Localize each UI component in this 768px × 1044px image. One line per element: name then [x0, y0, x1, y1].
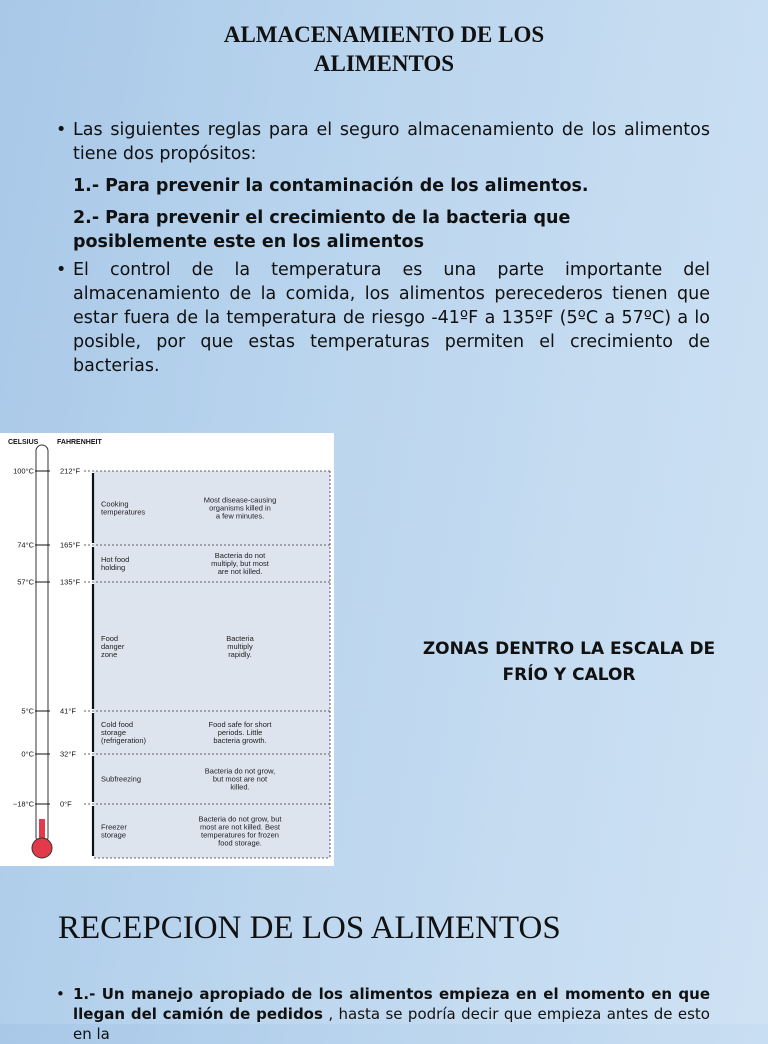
zone-description-line: organisms killed in [209, 503, 271, 513]
bullet-reception [56, 984, 710, 1044]
zone-description-line: Bacteria do not grow, [204, 766, 276, 776]
reception-bold-text: 1.- Un manejo apropiado de los alimentos empieza en el momento en que llegan del camión de pedidos [73, 985, 710, 1023]
bullet-temperature-control [56, 258, 710, 378]
bullet-dot: • [56, 260, 67, 280]
zone-description-line: food storage. [218, 838, 262, 848]
zone-name-line: temperatures [101, 507, 146, 517]
slide-title-line-2: ALIMENTOS [313, 51, 455, 76]
zone-name-line: Food [101, 634, 119, 643]
zone-description-line: a few minutes. [215, 511, 265, 521]
fahrenheit-header: FAHRENHEIT [57, 439, 102, 446]
slide-title [0, 20, 768, 78]
zone-description-line: are not killed. [217, 567, 263, 576]
thermometer-bulb [32, 838, 52, 858]
reception-rest-text: , hasta se podría decir que empieza antes de esto en la [73, 1005, 710, 1043]
zone-name-line: danger [101, 642, 125, 651]
zone-description-line: periods. Little [217, 728, 263, 737]
zone-name-line: holding [101, 563, 126, 572]
thermometer-tube [36, 445, 48, 843]
rule-bacteria-growth: 2.- Para prevenir el crecimiento de la bacteria que posiblemente este en los alimentos [73, 208, 571, 252]
zone-name-line: Freezer [101, 822, 127, 832]
zone-name-line: Cooking [101, 499, 129, 509]
zone-name-line: Subfreezing [101, 774, 142, 784]
zone-description-line: temperatures for frozen [201, 830, 279, 840]
zone-name-line: zone [101, 650, 118, 659]
bullet-purposes [56, 118, 710, 166]
reception-body [56, 984, 710, 1044]
celsius-header: CELSIUS [8, 439, 39, 446]
celsius-tick-label: 57°C [17, 577, 34, 587]
fahrenheit-tick-label: 41°F [60, 706, 76, 716]
zone-description-line: bacteria growth. [213, 736, 267, 745]
slide-title-line-1: ALMACENAMIENTO DE LOS [223, 22, 545, 47]
zone-description-line: but most are not [212, 774, 268, 784]
zone-name-line: (refrigeration) [101, 736, 147, 745]
thermometer-diagram [0, 433, 334, 866]
zone-description-line: multiply [227, 642, 253, 651]
zone-description-line: multiply, but most [211, 559, 269, 568]
zones-caption-line-1: ZONAS DENTRO LA ESCALA DE [422, 639, 716, 659]
celsius-tick-label: −18°C [12, 799, 34, 809]
zone-description-line: Bacteria do not grow, but [198, 814, 282, 824]
celsius-tick-label: 74°C [17, 540, 34, 550]
temperature-zones-figure [0, 433, 334, 866]
slide-body [56, 118, 710, 378]
rule-contamination: 1.- Para prevenir la contaminación de los alimentos. [73, 176, 589, 196]
zones-caption-line-2: FRÍO Y CALOR [502, 665, 636, 685]
bullet-dot: • [56, 120, 67, 140]
fahrenheit-tick-label: 0°F [60, 799, 72, 809]
zone-name-line: storage [101, 728, 127, 737]
fahrenheit-tick-label: 32°F [60, 749, 76, 759]
zone-description-line: killed. [230, 782, 250, 792]
zone-band [94, 582, 330, 711]
bullet-reception-content [56, 984, 710, 1044]
zone-description-line: most are not killed. Best [199, 822, 281, 832]
zone-description-line: Bacteria do not [214, 551, 266, 560]
zone-name-line: storage [101, 830, 127, 840]
bullet-temperature-text: El control de la temperatura es una parte importante del almacenamiento de la comida, los alimentos perecederos tienen que estar fuera de la temperatura de riesgo -41ºF a 135ºF (5ºC a 57ºC) a lo posible, por que estas temperaturas permiten el crecimiento de bacterias. [73, 260, 710, 376]
zones-caption [398, 636, 740, 688]
zone-description-line: Bacteria [226, 634, 254, 643]
zone-description-line: rapidly. [228, 650, 252, 659]
fahrenheit-tick-label: 165°F [60, 540, 81, 550]
section-title-reception: RECEPCION DE LOS ALIMENTOS [58, 910, 561, 946]
fahrenheit-tick-label: 212°F [60, 466, 81, 476]
celsius-tick-label: 100°C [13, 466, 34, 476]
celsius-tick-label: 0°C [21, 749, 34, 759]
zone-band [94, 711, 330, 754]
zone-name-line: Cold food [101, 720, 134, 729]
zone-description-line: Most disease-causing [203, 495, 277, 505]
zone-description-line: Food safe for short [208, 720, 272, 729]
zone-name-line: Hot food [101, 555, 130, 564]
bullet-purposes-text: Las siguientes reglas para el seguro almacenamiento de los alimentos tiene dos propósitos: [73, 120, 710, 164]
fahrenheit-tick-label: 135°F [60, 577, 81, 587]
celsius-tick-label: 5°C [21, 706, 34, 716]
bullet-dot: • [56, 985, 65, 1003]
